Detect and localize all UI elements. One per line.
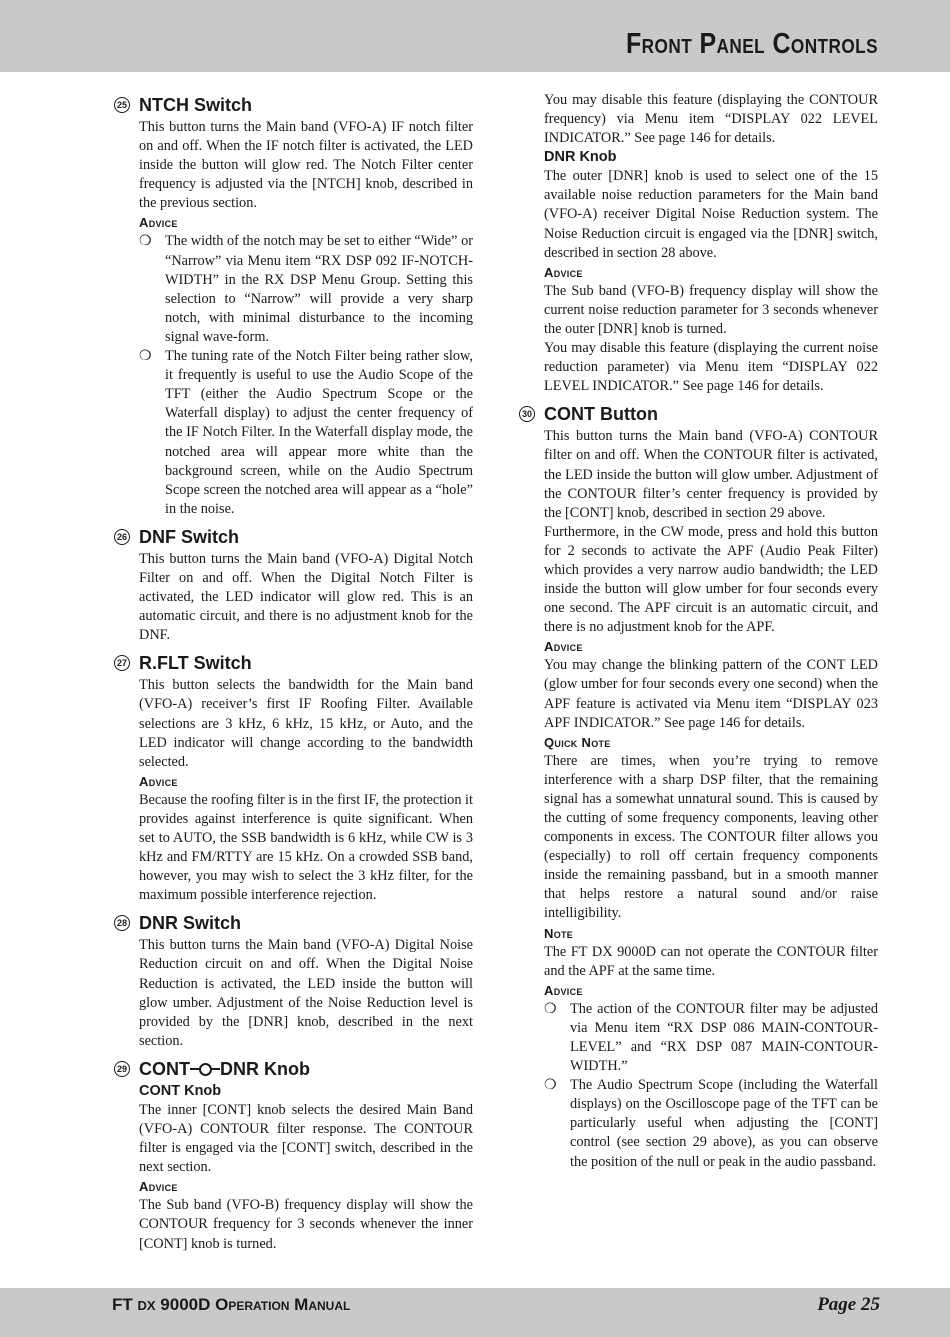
paragraph: This button turns the Main band (VFO-A) IF notch filter on and off. When the IF notch filter is activated, the LED inside the button will glow red. The Notch Filter center frequency is adjusted via the [NTCH] knob, described in the previous section.: [139, 119, 473, 212]
paragraph: This button selects the bandwidth for the Main band (VFO-A) receiver’s first IF Roofing Filter. Available selections are 3 kHz, 6 kHz, 15 kHz, or Auto, and the LED indicator will change according to the bandwidth selected.: [139, 677, 473, 770]
right-column: [518, 91, 878, 1172]
paragraph: The Sub band (VFO-B) frequency display will show the CONTOUR frequency for 3 seconds whenever the inner [CONT] knob is turned.: [139, 1197, 473, 1252]
advice-label: Advice: [139, 215, 178, 231]
section-number-badge: 26: [114, 529, 130, 545]
footer-manual-title: [112, 1295, 350, 1315]
paragraph: You may disable this feature (displaying the CONTOUR frequency) via Menu item “DISPLAY 022 LEVEL INDICATOR.” See page 146 for details.: [544, 92, 878, 147]
section-29-heading: [113, 1057, 473, 1081]
subheading: DNR Knob: [544, 149, 617, 166]
section-26-heading: [113, 525, 473, 549]
page-number: Page 25: [817, 1294, 880, 1315]
footer-model-dx: DX: [137, 1298, 156, 1313]
footer-manual-name: 9000D Operation Manual: [155, 1295, 351, 1314]
paragraph: There are times, when you’re trying to remove interference with a sharp DSP filter, that the remaining signal has a somewhat unnatural sound. This is caused by the cutting of some frequency components, leaving other components in excess. The CONTOUR filter allows you (especially) to roll off certain frequency components inside the remaining passband, but in a smooth manner that helps restore a natural sound and/or raise intelligibility.: [544, 752, 878, 922]
advice-label: Advice: [544, 264, 583, 280]
note-label: Note: [544, 925, 574, 941]
left-column: [113, 91, 473, 1254]
section-number-badge: 30: [519, 406, 535, 422]
section-title: NTCH Switch: [139, 95, 253, 115]
paragraph: You may change the blinking pattern of the CONT LED (glow umber for four seconds every one second) when the APF feature is activated via Menu item “DISPLAY 023 APF INDICATOR.” See page 146 for details.: [544, 657, 878, 731]
section-title: R.FLT Switch: [139, 653, 252, 674]
section-30-heading: [518, 402, 878, 426]
paragraph: Furthermore, in the CW mode, press and hold this button for 2 seconds to activate the APF (Audio Peak Filter) which provides a very narrow audio bandwidth; the LED inside the button will glow umber for four seconds every one second. The APF circuit is an automatic circuit, and there is no adjustment knob for the APF.: [544, 523, 878, 636]
subheading: CONT Knob: [139, 1082, 222, 1099]
section-title: DNF Switch: [139, 526, 240, 547]
section-title: CONT Button: [544, 404, 658, 425]
quick-note-label: Quick Note: [544, 734, 611, 750]
paragraph: The FT DX 9000D can not operate the CONTOUR filter and the APF at the same time.: [544, 943, 878, 979]
paragraph: This button turns the Main band (VFO-A) Digital Noise Reduction circuit on and off. When the Digital Noise Reduction is activated, the LED inside the button will glow umber. Adjustment of the Noise Reduction level is provided by the [DNR] knob, described in the next section.: [139, 937, 473, 1049]
section-title-part: DNR Knob: [220, 1058, 310, 1079]
section-27-heading: [113, 651, 473, 675]
section-title: DNR Switch: [139, 913, 242, 934]
advice-label: Advice: [139, 773, 178, 789]
advice-bullet: ❍ The tuning rate of the Notch Filter being rather slow, it frequently is useful to use the Audio Scope of the TFT (either the Audio Spectrum Scope or the Waterfall display) to adjust the center frequency of the IF Notch Filter. In the Waterfall display mode, the notched area will appear more white than the background screen, while on the Audio Spectrum Scope screen the notched area will appear as a “hole” in the noise.: [113, 347, 473, 519]
concentric-knob-icon: [190, 1062, 220, 1076]
section-number-badge: 27: [114, 655, 130, 671]
advice-label: Advice: [544, 982, 583, 998]
section-title-part: CONT: [139, 1058, 190, 1079]
page-header-title: Front Panel Controls: [626, 28, 878, 60]
advice-bullet: ❍ The action of the CONTOUR filter may be adjusted via Menu item “RX DSP 086 MAIN-CONTOUR-LEVEL” and “RX DSP 087 MAIN-CONTOUR-WIDTH.”: [518, 1000, 878, 1076]
paragraph: The Sub band (VFO-B) frequency display will show the current noise reduction parameter for 3 seconds whenever the outer [DNR] knob is turned.: [544, 282, 878, 337]
advice-bullet: ❍ The Audio Spectrum Scope (including the Waterfall displays) on the Oscilloscope page of the TFT can be particularly useful when adjusting the [CONT] control (see section 29 above), as you can observe the position of the null or peak in the audio passband.: [518, 1076, 878, 1171]
advice-label: Advice: [139, 1179, 178, 1195]
section-25-heading: [113, 93, 473, 117]
paragraph: This button turns the Main band (VFO-A) Digital Notch Filter on and off. When the Digital Notch Filter is activated, the LED indicator will glow red. This is an automatic circuit, and there is no adjustment knob for the DNF.: [139, 550, 473, 644]
paragraph: Because the roofing filter is in the first IF, the protection it provides against interference is quite significant. When set to AUTO, the SSB bandwidth is 6 kHz, while CW is 3 kHz and FM/RTTY are 15 kHz. On a crowded SSB band, however, you may wish to select the 3 kHz filter, for the maximum possible interference rejection.: [139, 791, 473, 904]
footer-model: FT: [112, 1295, 138, 1314]
paragraph: This button turns the Main band (VFO-A) CONTOUR filter on and off. When the CONTOUR filter is activated, the LED inside the button will glow umber. Adjustment of the CONTOUR filter’s center frequency is provided by the [CONT] knob, described in section 29 above.: [544, 428, 878, 521]
paragraph: You may disable this feature (displaying the current noise reduction parameter) via Menu item “DISPLAY 022 LEVEL INDICATOR.” See page 146 for details.: [544, 340, 878, 395]
paragraph: The inner [CONT] knob selects the desired Main Band (VFO-A) CONTOUR filter response. The CONTOUR filter is engaged via the [CONT] switch, described in the next section.: [139, 1101, 473, 1176]
section-number-badge: 29: [114, 1061, 130, 1077]
section-number-badge: 28: [114, 915, 130, 931]
paragraph: The outer [DNR] knob is used to select one of the 15 available noise reduction parameters for the Main band (VFO-A) receiver Digital Noise Reduction system. The Noise Reduction circuit is engaged via the [DNR] switch, described in section 28 above.: [544, 168, 878, 261]
advice-bullet: ❍ The width of the notch may be set to either “Wide” or “Narrow” via Menu item “RX DSP 092 IF-NOTCH-WIDTH” in the RX DSP Menu Group. Setting this selection to “Narrow” will provide a very sharp notch, with minimal disturbance to the incoming signal wave-form.: [113, 232, 473, 347]
section-number-badge: 25: [114, 97, 130, 113]
section-28-heading: [113, 911, 473, 935]
advice-label: Advice: [544, 639, 583, 655]
